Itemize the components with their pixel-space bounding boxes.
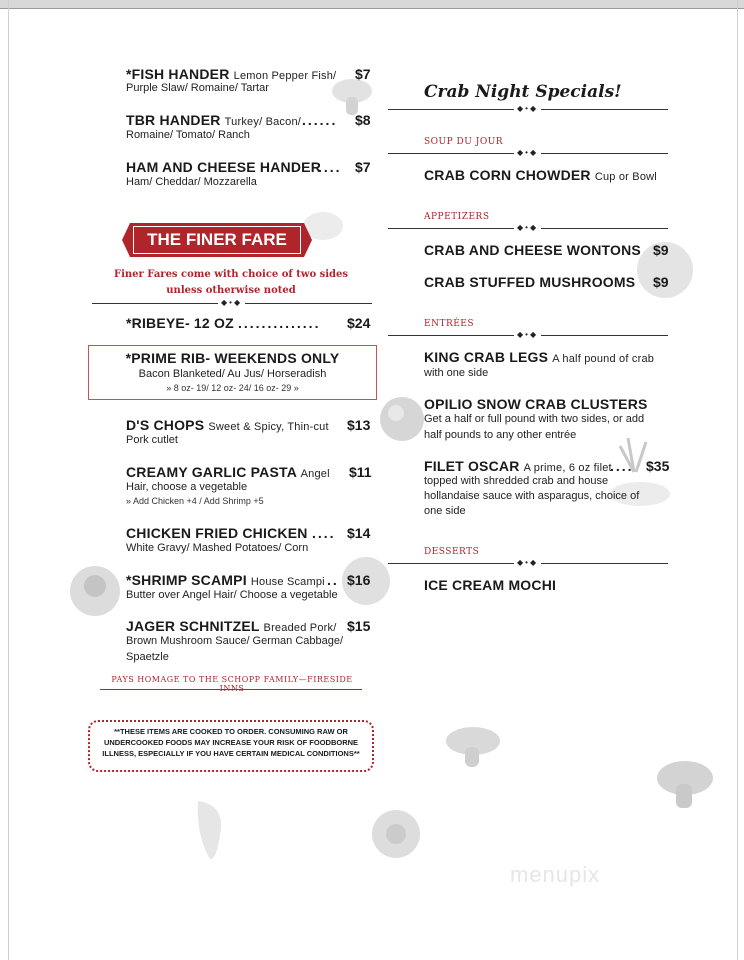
- item-description: House Scampi: [250, 576, 325, 588]
- menu-item-ham-and-cheese-hander: HAM AND CHEESE HANDER: [126, 159, 322, 175]
- item-description: Butter over Angel Hair/ Choose a vegetable: [126, 589, 338, 601]
- finer-fare-note: [96, 267, 366, 299]
- mushroom-illustration: [366, 808, 426, 860]
- item-description: Angel: [300, 468, 330, 480]
- menu-item-chicken-fried-chicken: CHICKEN FRIED CHICKEN: [126, 525, 308, 541]
- item-price: $15: [347, 618, 371, 634]
- item-description: Cup or Bowl: [594, 171, 657, 183]
- leader-dots: ..: [327, 572, 339, 588]
- item-price: $35: [646, 458, 670, 474]
- item-name: *SHRIMP SCAMPI: [126, 572, 247, 588]
- menu-item-shrimp-scampi: [126, 572, 325, 588]
- homage-line: PAYS HOMAGE TO THE SCHOPP FAMILY—FIRESIDE: [111, 675, 353, 684]
- menu-item-opilio-snow-crab: OPILIO SNOW CRAB CLUSTERS: [424, 396, 648, 412]
- mushroom-illustration: [654, 758, 716, 814]
- size-options: » 8 oz- 19/ 12 oz- 24/ 16 oz- 29 »: [166, 383, 299, 393]
- item-price: $7: [355, 66, 371, 82]
- note-line: Finer Fares come with choice of two sides: [113, 269, 349, 280]
- item-price: $13: [347, 417, 371, 433]
- item-description: one side: [424, 505, 466, 517]
- item-description: Get a half or full pound with two sides, or add: [424, 413, 645, 425]
- watermark: menupix: [510, 862, 601, 887]
- item-description: White Gravy/ Mashed Potatoes/ Corn: [126, 542, 309, 554]
- menu-item-ds-chops: [126, 417, 329, 433]
- section-heading-appetizers: APPETIZERS: [424, 212, 490, 222]
- leader-dots: ....: [312, 525, 336, 541]
- item-description: Lemon Pepper Fish/: [233, 70, 337, 82]
- item-price: $9: [653, 274, 669, 290]
- diamond-ornament: ◆•◆: [514, 224, 541, 232]
- menu-item-ribeye: *RIBEYE- 12 OZ: [126, 315, 234, 331]
- finer-fare-banner: [130, 223, 304, 257]
- diamond-ornament: ◆•◆: [514, 331, 541, 339]
- item-name: CRAB CORN CHOWDER: [424, 167, 591, 183]
- diamond-ornament: ◆•◆: [218, 299, 245, 307]
- item-price: $9: [653, 242, 669, 258]
- mushroom-illustration: [378, 395, 426, 443]
- consumer-advisory: [88, 720, 374, 772]
- item-description: A prime, 6 oz filet: [523, 462, 612, 474]
- mushroom-illustration: [443, 725, 503, 771]
- item-name: KING CRAB LEGS: [424, 349, 549, 365]
- menu-item-crab-stuffed-mushrooms: CRAB STUFFED MUSHROOMS: [424, 274, 636, 290]
- mushroom-illustration: [192, 795, 228, 865]
- menu-item-creamy-garlic-pasta: [126, 464, 330, 480]
- section-heading-soup: SOUP DU JOUR: [424, 137, 504, 147]
- item-price: $7: [355, 159, 371, 175]
- crab-night-title: Crab Night Specials!: [424, 82, 622, 102]
- item-description: Bacon Blanketed/ Au Jus/ Horseradish: [138, 368, 327, 380]
- item-price: $14: [347, 525, 371, 541]
- leader-dots: ....: [318, 159, 342, 175]
- item-description: Ham/ Cheddar/ Mozzarella: [126, 176, 257, 188]
- diamond-ornament: ◆•◆: [514, 105, 541, 113]
- item-description: Turkey/ Bacon/: [224, 116, 302, 128]
- item-description: Pork cutlet: [126, 434, 178, 446]
- item-description: hollandaise sauce with asparagus, choice of: [424, 490, 640, 502]
- menu-item-crab-corn-chowder: [424, 167, 657, 183]
- add-on-options: » Add Chicken +4 / Add Shrimp +5: [126, 496, 264, 506]
- mushroom-illustration: [68, 564, 122, 618]
- item-price: $24: [347, 315, 371, 331]
- item-description: Hair, choose a vegetable: [126, 481, 248, 493]
- diamond-ornament: ◆•◆: [514, 149, 541, 157]
- item-description: Romaine/ Tomato/ Ranch: [126, 129, 250, 141]
- menu-item-filet-oscar: [424, 458, 612, 474]
- banner-title: THE FINER FARE: [147, 230, 287, 249]
- menu-item-king-crab-legs: [424, 349, 654, 365]
- item-name: D'S CHOPS: [126, 417, 205, 433]
- menu-item-prime-rib: *PRIME RIB- WEEKENDS ONLY: [125, 350, 340, 366]
- item-description: Spaetzle: [126, 651, 169, 663]
- item-description: Purple Slaw/ Romaine/ Tartar: [126, 82, 269, 94]
- advisory-text: **THESE ITEMS ARE COOKED TO ORDER. CONSUMING RAW OR UNDERCOOKED FOODS MAY INCREASE YOUR RISK OF FOODBORNE ILLNESS, ESPECIALLY IF YOU HAVE CERTAIN MEDICAL CONDITIONS**: [102, 727, 360, 758]
- note-line: unless otherwise noted: [166, 285, 296, 296]
- leader-dots: ....: [610, 458, 634, 474]
- diamond-ornament: ◆•◆: [514, 559, 541, 567]
- item-description: Brown Mushroom Sauce/ German Cabbage/: [126, 635, 344, 647]
- leader-dots: ......: [302, 112, 338, 128]
- item-name: FILET OSCAR: [424, 458, 520, 474]
- item-price: $16: [347, 572, 371, 588]
- item-description: Sweet & Spicy, Thin-cut: [208, 421, 329, 433]
- item-description: A half pound of crab: [552, 353, 655, 365]
- item-description: Breaded Pork/: [263, 622, 337, 634]
- menu-item-crab-cheese-wontons: CRAB AND CHEESE WONTONS: [424, 242, 641, 258]
- item-name: JAGER SCHNITZEL: [126, 618, 260, 634]
- item-description: with one side: [424, 367, 489, 379]
- section-heading-desserts: DESSERTS: [424, 547, 480, 557]
- item-name: TBR HANDER: [126, 112, 221, 128]
- item-description: half pounds to any other entrée: [424, 429, 577, 441]
- item-price: $11: [349, 464, 372, 480]
- section-heading-entrees: ENTRÉES: [424, 319, 475, 329]
- menu-item-fish-hander: [126, 66, 366, 82]
- item-price: $8: [355, 112, 371, 128]
- item-description: topped with shredded crab and house: [424, 475, 609, 487]
- leader-dots: ..............: [238, 315, 321, 331]
- menu-item-ice-cream-mochi: ICE CREAM MOCHI: [424, 577, 557, 593]
- divider: [100, 689, 362, 690]
- item-name: CREAMY GARLIC PASTA: [126, 464, 297, 480]
- menu-item-jager-schnitzel: [126, 618, 336, 634]
- item-name: *FISH HANDER: [126, 66, 230, 82]
